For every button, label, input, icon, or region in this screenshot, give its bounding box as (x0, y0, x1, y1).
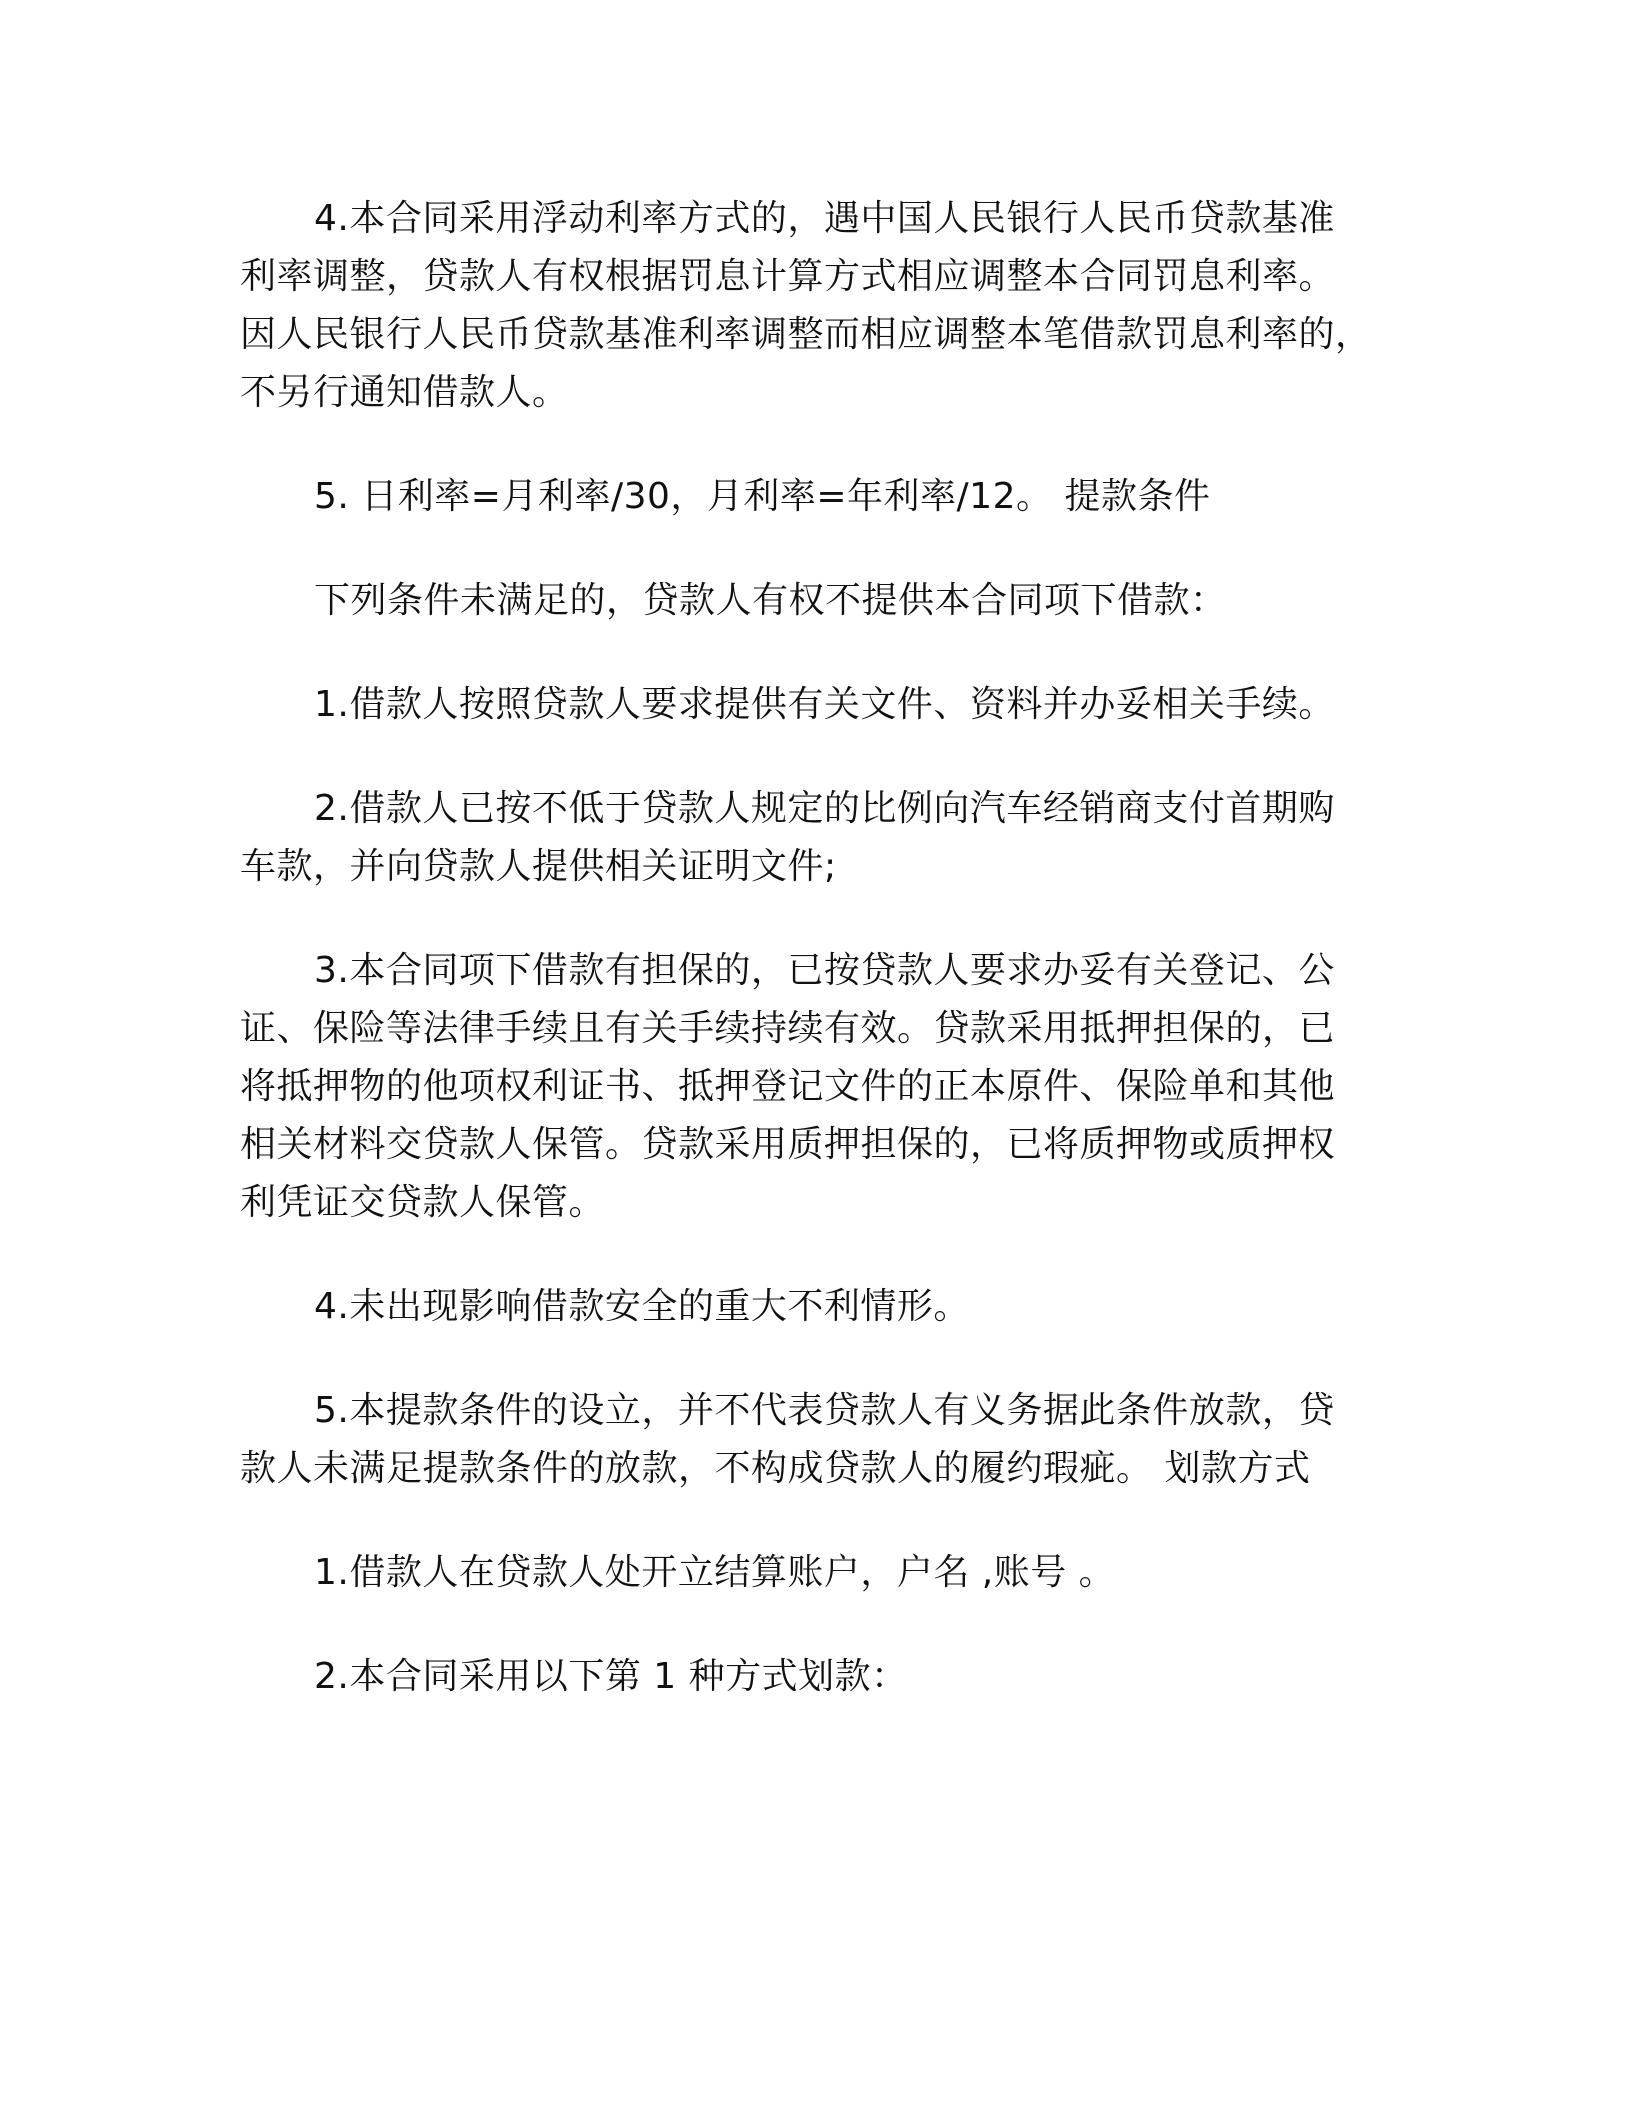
paragraph-condition-1 (240, 676, 1390, 734)
paragraph-line: 1.借款人在贷款人处开立结算账户，户名 ,账号 。 (314, 1552, 1116, 1593)
paragraph-conditions-intro (240, 572, 1390, 630)
paragraph-line: 2.本合同采用以下第 1 种方式划款： (314, 1656, 908, 1697)
paragraph-line: 4.本合同采用浮动利率方式的，遇中国人民银行人民币贷款基准 (314, 198, 1335, 239)
paragraph-line: 车款，并向贷款人提供相关证明文件; (240, 846, 837, 887)
paragraph-line: 4.未出现影响借款安全的重大不利情形。 (314, 1286, 970, 1327)
paragraph-line: 1.借款人按照贷款人要求提供有关文件、资料并办妥相关手续。 (314, 684, 1335, 725)
paragraph-condition-3 (240, 942, 1390, 1232)
paragraph-line: 将抵押物的他项权利证书、抵押登记文件的正本原件、保险单和其他 (240, 1066, 1336, 1107)
paragraph-condition-2 (240, 780, 1390, 896)
paragraph-daily-rate (240, 468, 1390, 526)
paragraph-line: 不另行通知借款人。 (240, 372, 569, 413)
paragraph-line: 因人民银行人民币贷款基准利率调整而相应调整本笔借款罚息利率的， (240, 314, 1372, 355)
paragraph-transfer-method (240, 1648, 1390, 1706)
paragraph-line: 5. 日利率=月利率/30，月利率=年利率/12。 提款条件 (314, 476, 1211, 517)
paragraph-line: 利凭证交贷款人保管。 (240, 1182, 606, 1223)
paragraph-condition-4 (240, 1278, 1390, 1336)
paragraph-line: 5.本提款条件的设立，并不代表贷款人有义务据此条件放款，贷 (314, 1390, 1335, 1431)
paragraph-condition-5 (240, 1382, 1390, 1498)
paragraph-line: 2.借款人已按不低于贷款人规定的比例向汽车经销商支付首期购 (314, 788, 1335, 829)
paragraph-line: 下列条件未满足的，贷款人有权不提供本合同项下借款： (314, 580, 1227, 621)
paragraph-line: 利率调整，贷款人有权根据罚息计算方式相应调整本合同罚息利率。 (240, 256, 1336, 297)
paragraph-transfer-account (240, 1544, 1390, 1602)
paragraph-line: 款人未满足提款条件的放款，不构成贷款人的履约瑕疵。 划款方式 (240, 1448, 1311, 1489)
document-page (240, 190, 1390, 1752)
paragraph-line: 证、保险等法律手续且有关手续持续有效。贷款采用抵押担保的，已 (240, 1008, 1336, 1049)
paragraph-line: 3.本合同项下借款有担保的，已按贷款人要求办妥有关登记、公 (314, 950, 1335, 991)
paragraph-line: 相关材料交贷款人保管。贷款采用质押担保的，已将质押物或质押权 (240, 1124, 1336, 1165)
paragraph-floating-rate (240, 190, 1390, 422)
